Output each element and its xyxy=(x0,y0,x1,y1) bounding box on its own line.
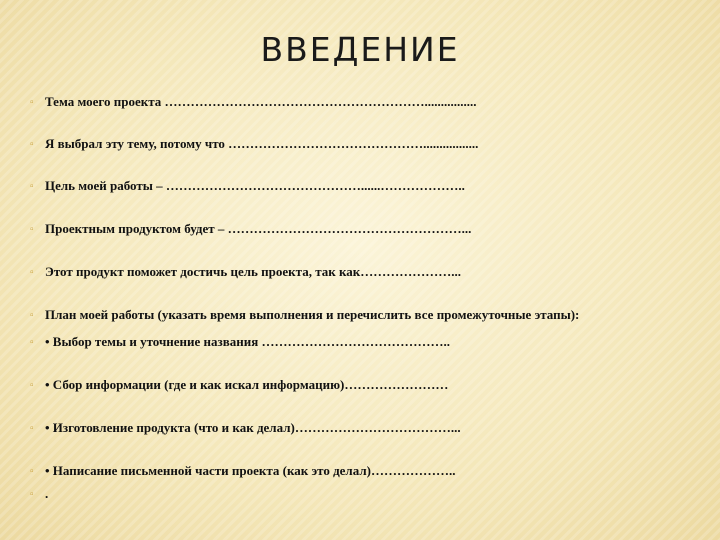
list-item xyxy=(30,486,48,502)
slide-title: ВВЕДЕНИЕ xyxy=(260,30,460,69)
item-text: Тема моего проекта ……………………………………………………................ xyxy=(45,94,477,109)
item-text: Цель моей работы – ………………………………………......……………….. xyxy=(45,178,465,193)
list-item xyxy=(30,420,461,436)
list-item xyxy=(30,307,579,323)
bullet-square-icon: ▫ xyxy=(30,488,34,500)
item-text: • Сбор информации (где и как искал информацию)…………………… xyxy=(45,377,449,392)
list-item xyxy=(30,94,477,110)
list-item xyxy=(30,178,465,194)
bullet-square-icon: ▫ xyxy=(30,223,34,235)
bullet-square-icon: ▫ xyxy=(30,180,34,192)
item-text: План моей работы (указать время выполнения и перечислить все промежуточные этапы): xyxy=(45,307,580,322)
bullet-square-icon: ▫ xyxy=(30,465,34,477)
item-text: • Изготовление продукта (что и как делал)………………………………... xyxy=(45,420,461,435)
item-text: Этот продукт поможет достичь цель проекта, так как…………………... xyxy=(45,264,462,279)
list-item xyxy=(30,136,478,152)
bullet-square-icon: ▫ xyxy=(30,96,34,108)
list-item xyxy=(30,334,450,350)
bullet-square-icon: ▫ xyxy=(30,266,34,278)
bullet-square-icon: ▫ xyxy=(30,336,34,348)
bullet-square-icon: ▫ xyxy=(30,309,34,321)
item-text: • Выбор темы и уточнение названия …………………………………….. xyxy=(45,334,451,349)
bullet-square-icon: ▫ xyxy=(30,379,34,391)
item-text: • Написание письменной части проекта (как это делал)……………….. xyxy=(45,463,456,478)
bullet-square-icon: ▫ xyxy=(30,422,34,434)
bullet-square-icon: ▫ xyxy=(30,138,34,150)
item-text: Проектным продуктом будет – ………………………………………………... xyxy=(45,221,472,236)
list-item xyxy=(30,221,471,237)
item-text: . xyxy=(45,486,49,501)
item-text: Я выбрал эту тему, потому что ………………………………………................. xyxy=(45,136,479,151)
list-item xyxy=(30,463,455,479)
list-item xyxy=(30,264,461,280)
list-item xyxy=(30,377,448,393)
